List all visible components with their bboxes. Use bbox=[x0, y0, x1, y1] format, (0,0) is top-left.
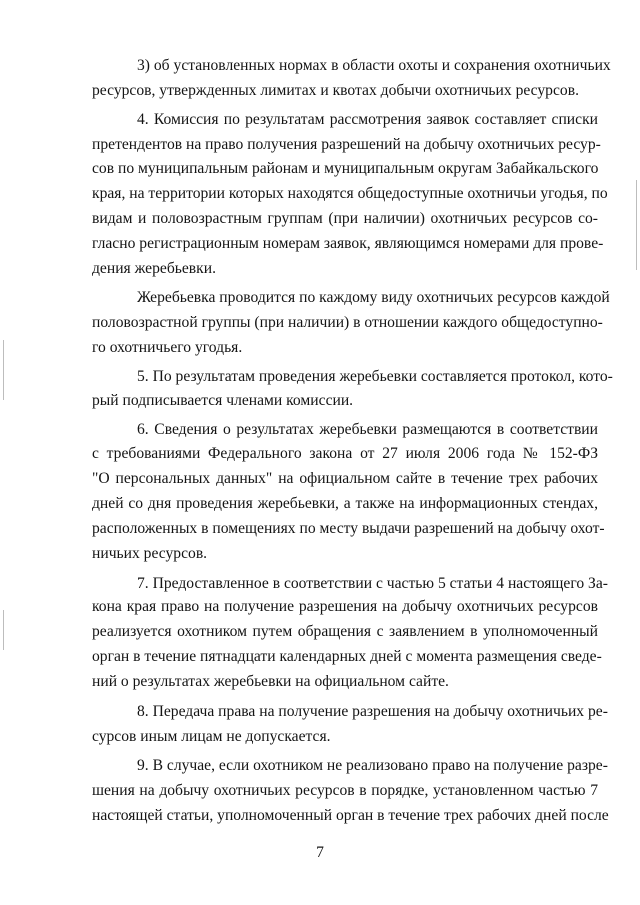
text-line: сов по муниципальным районам и муниципальным округам Забайкальского bbox=[92, 160, 599, 177]
text-line: дней со дня проведения жеребьевки, а также на информационных стендах, bbox=[92, 495, 598, 512]
text-line: Жеребьевка проводится по каждому виду охотничьих ресурсов каждой bbox=[137, 289, 610, 306]
text-line: кона края право на получение разрешения на добычу охотничьих ресурсов bbox=[92, 598, 598, 615]
text-line: видам и половозрастным группам (при наличии) охотничьих ресурсов со- bbox=[92, 210, 598, 227]
text-line: настоящей статьи, уполномоченный орган в течение трех рабочих дней после bbox=[92, 807, 609, 824]
text-line: сурсов иным лицам не допускается. bbox=[92, 728, 331, 745]
page-number: 7 bbox=[316, 844, 324, 861]
text-line: 5. По результатам проведения жеребьевки составляется протокол, кото- bbox=[137, 368, 613, 385]
scan-edge-mark bbox=[636, 180, 637, 270]
scan-edge-mark bbox=[3, 610, 4, 650]
text-line: рый подписывается членами комиссии. bbox=[92, 392, 354, 409]
text-line: половозрастной группы (при наличии) в отношении каждого общедоступно- bbox=[92, 314, 603, 331]
text-line: шения на добычу охотничьих ресурсов в порядке, установленном частью 7 bbox=[92, 782, 598, 799]
text-line: расположенных в помещениях по месту выдачи разрешений на добычу охот- bbox=[92, 520, 605, 537]
text-line: гласно регистрационным номерам заявок, являющимся номерами для прове- bbox=[92, 235, 604, 252]
text-line: 7. Предоставленное в соответствии с частью 5 статьи 4 настоящего За- bbox=[137, 575, 608, 592]
text-line: 9. В случае, если охотником не реализовано право на получение разре- bbox=[137, 757, 608, 774]
text-line: 6. Сведения о результатах жеребьевки размещаются в соответствии bbox=[137, 421, 598, 438]
text-line: края, на территории которых находятся общедоступные охотничьи угодья, по bbox=[92, 185, 608, 202]
text-line: с требованиями Федерального закона от 27 июля 2006 года № 152-ФЗ bbox=[92, 445, 598, 462]
text-line: претендентов на право получения разрешений на добычу охотничьих ресур- bbox=[92, 136, 601, 153]
text-line: ресурсов, утвержденных лимитах и квотах добычи охотничьих ресурсов. bbox=[92, 82, 579, 99]
text-line: дения жеребьевки. bbox=[92, 260, 216, 277]
text-line: 4. Комиссия по результатам рассмотрения заявок составляет списки bbox=[137, 111, 598, 128]
text-line: 8. Передача права на получение разрешения на добычу охотничьих ре- bbox=[137, 703, 608, 720]
text-line: "О персональных данных" на официальном сайте в течение трех рабочих bbox=[92, 470, 598, 487]
scan-edge-mark bbox=[3, 340, 4, 400]
text-line: го охотничьего угодья. bbox=[92, 339, 243, 356]
text-line: реализуется охотником путем обращения с заявлением в уполномоченный bbox=[92, 623, 598, 640]
text-line: орган в течение пятнадцати календарных дней с момента размещения сведе- bbox=[92, 648, 602, 665]
text-line: 3) об установленных нормах в области охоты и сохранения охотничьих bbox=[137, 57, 611, 74]
text-line: ний о результатах жеребьевки на официальном сайте. bbox=[92, 673, 449, 690]
text-line: ничьих ресурсов. bbox=[92, 545, 208, 562]
